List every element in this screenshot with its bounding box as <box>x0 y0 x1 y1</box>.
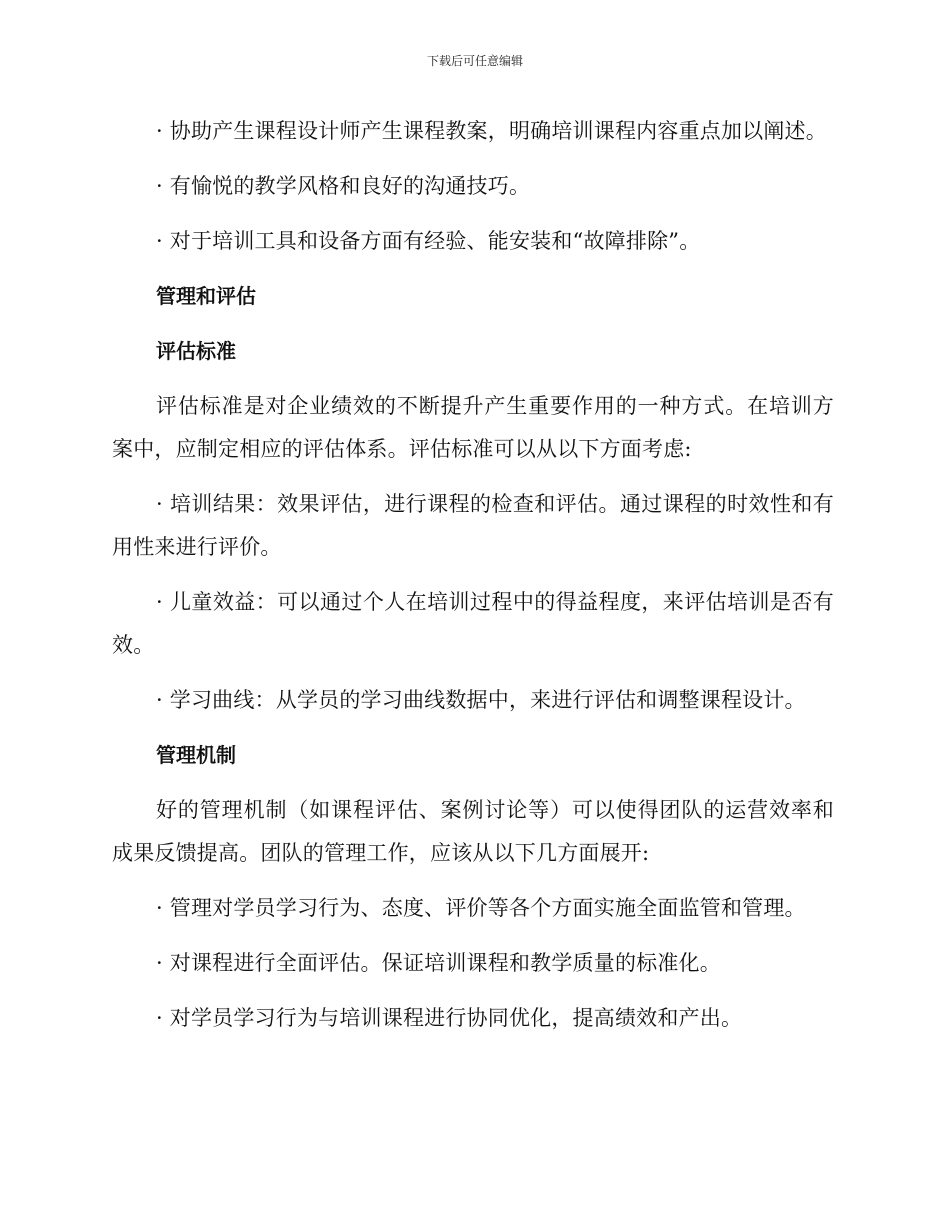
bullet-item: · 管理对学员学习行为、态度、评价等各个方面实施全面监管和管理。 <box>156 896 806 920</box>
bullet-item: · 学习曲线：从学员的学习曲线数据中，来进行评估和调整课程设计。 <box>156 688 806 712</box>
subsection-heading: 管理机制 <box>156 743 236 767</box>
subsection-heading: 评估标准 <box>156 339 236 363</box>
paragraph: 评估标准是对企业绩效的不断提升产生重要作用的一种方式。在培训方案中，应制定相应的评估体系。评估标准可以从以下方面考虑: <box>112 394 834 461</box>
bullet-item: · 儿童效益：可以通过个人在培训过程中的得益程度，来评估培训是否有效。 <box>112 590 834 657</box>
bullet-item: · 对于培训工具和设备方面有经验、能安装和“故障排除”。 <box>156 229 701 253</box>
bullet-item: · 培训结果：效果评估，进行课程的检查和评估。通过课程的时效性和有用性来进行评价。 <box>112 492 834 559</box>
bullet-item: · 对课程进行全面评估。保证培训课程和教学质量的标准化。 <box>156 951 721 975</box>
bullet-item: · 对学员学习行为与培训课程进行协同优化，提高绩效和产出。 <box>156 1006 743 1030</box>
page-header: 下载后可任意编辑 <box>426 54 523 68</box>
document-body <box>112 110 834 1052</box>
bullet-item: · 有愉悦的教学风格和良好的沟通技巧。 <box>156 174 531 198</box>
section-heading: 管理和评估 <box>156 284 256 308</box>
bullet-item: · 协助产生课程设计师产生课程教案，明确培训课程内容重点加以阐述。 <box>156 119 827 143</box>
paragraph: 好的管理机制（如课程评估、案例讨论等）可以使得团队的运营效率和成果反馈提高。团队的管理工作，应该从以下几方面展开: <box>112 798 834 865</box>
